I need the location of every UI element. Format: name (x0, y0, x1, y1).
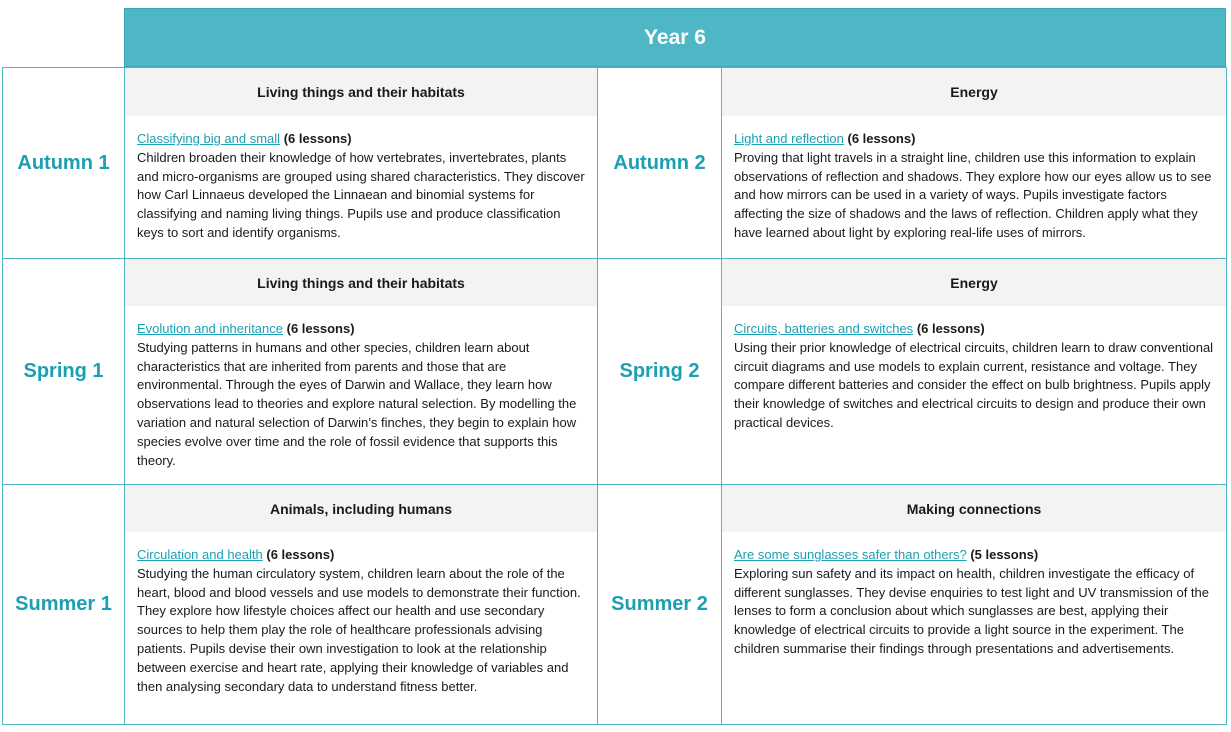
unit-description: Exploring sun safety and its impact on health, children investigate the efficacy of different sunglasses. They devise enquiries to test light and UV transmission of the lenses to form a conclusion about which sunglasses are best, applying their knowledge of electrical circuits to provide a light source in the experiment. The children summarise their findings through presentations and advertisements. (734, 565, 1210, 656)
table-row (3, 259, 1227, 485)
unit-body (125, 532, 597, 696)
lesson-count: (6 lessons) (916, 321, 985, 336)
unit-link[interactable]: Light and reflection (734, 131, 844, 146)
term-label: Spring 1 (3, 259, 125, 485)
unit-cell (125, 485, 598, 725)
table-row (3, 485, 1227, 725)
unit-body (722, 532, 1226, 659)
lesson-count: (6 lessons) (286, 321, 355, 336)
topic-heading: Animals, including humans (125, 485, 597, 532)
unit-body (722, 306, 1226, 433)
unit-cell (125, 68, 598, 259)
unit-body (125, 306, 597, 470)
term-label: Autumn 2 (598, 68, 722, 259)
table-row (3, 68, 1227, 259)
term-label: Spring 2 (598, 259, 722, 485)
topic-heading: Making connections (722, 485, 1226, 532)
unit-cell (722, 259, 1227, 485)
year-header: Year 6 (124, 8, 1226, 67)
lesson-count: (5 lessons) (970, 547, 1039, 562)
unit-link[interactable]: Circulation and health (137, 547, 263, 562)
unit-description: Proving that light travels in a straight line, children use this information to explain observations of reflection and shadows. They explore how our eyes allow us to see and how mirrors can be used in a variety of ways. Pupils investigate factors affecting the size of shadows and the laws of reflection. Children apply what they have learned about light by exploring real-life uses of mirrors. (734, 149, 1212, 240)
unit-body (125, 116, 597, 243)
unit-link[interactable]: Circuits, batteries and switches (734, 321, 914, 336)
topic-heading: Living things and their habitats (125, 68, 597, 116)
unit-description: Children broaden their knowledge of how vertebrates, invertebrates, plants and micro-organisms are grouped using shared characteristics. They discover how Carl Linnaeus developed the Linnaean and binomial systems for classifying and naming living things. Pupils use and produce classification keys to sort and identify organisms. (137, 149, 585, 240)
topic-heading: Energy (722, 259, 1226, 306)
unit-cell (722, 68, 1227, 259)
unit-description: Using their prior knowledge of electrical circuits, children learn to draw conventional circuit diagrams and use models to explain current, resistance and voltage. They compare different batteries and consider the effect on bulb brightness. Pupils apply their knowledge of switches and electrical circuits to design and produce their own practical devices. (734, 339, 1214, 430)
unit-link[interactable]: Evolution and inheritance (137, 321, 283, 336)
unit-link[interactable]: Are some sunglasses safer than others? (734, 547, 967, 562)
unit-description: Studying patterns in humans and other species, children learn about characteristics that are inherited from parents and those that are environmental. Through the eyes of Darwin and Wallace, they learn how observations lead to theories and explore natural selection. By modelling the variation and natural selection of Darwin’s finches, they begin to explain how species evolve over time and the role of fossil evidence that supports this theory. (137, 339, 577, 468)
curriculum-grid (2, 67, 1227, 725)
lesson-count: (6 lessons) (847, 131, 916, 146)
topic-heading: Energy (722, 68, 1226, 116)
unit-cell (125, 259, 598, 485)
lesson-count: (6 lessons) (266, 547, 335, 562)
unit-body (722, 116, 1226, 243)
unit-link[interactable]: Classifying big and small (137, 131, 281, 146)
lesson-count: (6 lessons) (283, 131, 352, 146)
term-label: Autumn 1 (3, 68, 125, 259)
unit-cell (722, 485, 1227, 725)
term-label: Summer 2 (598, 485, 722, 725)
topic-heading: Living things and their habitats (125, 259, 597, 306)
unit-description: Studying the human circulatory system, children learn about the role of the heart, blood and blood vessels and use models to demonstrate their function. They explore how lifestyle choices affect our health and use secondary sources to help them play the role of healthcare professionals advising patients. Pupils devise their own investigation to look at the relationship between exercise and heart rate, applying their knowledge of variables and then analysing secondary data to understand fitness better. (137, 565, 581, 694)
term-label: Summer 1 (3, 485, 125, 725)
